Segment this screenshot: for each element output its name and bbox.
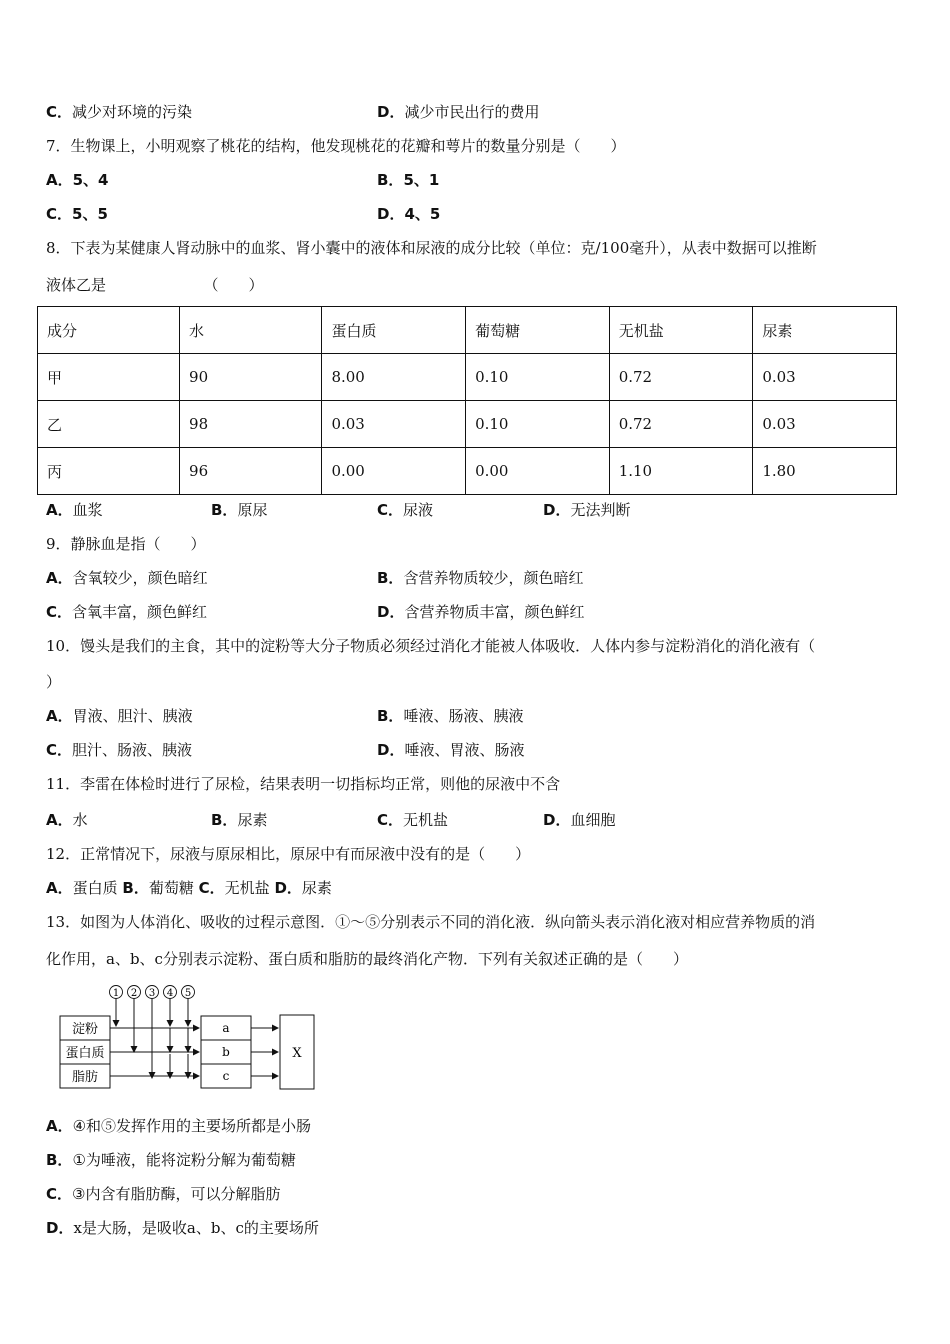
option-label: C． — [46, 1185, 73, 1203]
q7-stem: 7．生物课上，小明观察了桃花的结构，他发现桃花的花瓣和萼片的数量分别是（ ） — [46, 137, 626, 155]
table-cell: 0.03 — [753, 354, 897, 401]
table-cell: 乙 — [38, 401, 180, 448]
product-a-label: a — [222, 1021, 230, 1035]
option-text: 唾液、胃液、肠液 — [404, 741, 525, 759]
q7-option-b — [377, 170, 439, 190]
option-label: A． — [46, 171, 73, 189]
q10-stem-line1: 10．馒头是我们的主食，其中的淀粉等大分子物质必须经过消化才能被人体吸收．人体内参与淀粉消化的消化液有（ — [46, 637, 816, 655]
q7-option-d — [377, 204, 440, 224]
option-text: 血浆 — [72, 501, 103, 519]
table-header-cell: 无机盐 — [609, 307, 753, 354]
q8-option-c — [377, 500, 433, 520]
q12-options — [46, 878, 332, 898]
option-text: 唾液、肠液、胰液 — [403, 707, 524, 725]
q12-stem: 12．正常情况下，尿液与原尿相比，原尿中有而尿液中没有的是（ ） — [46, 845, 531, 863]
q13-stem-line1: 13．如图为人体消化、吸收的过程示意图．①～⑤分别表示不同的消化液．纵向箭头表示消化液对相应营养物质的消 — [46, 913, 816, 931]
juice-1-number: 1 — [112, 988, 120, 999]
digestion-diagram — [56, 984, 326, 1094]
option-text: 胆汁、肠液、胰液 — [72, 741, 193, 759]
table-cell: 0.03 — [322, 401, 466, 448]
table-cell: 甲 — [38, 354, 180, 401]
table-row — [38, 401, 897, 448]
product-c-label: c — [222, 1069, 230, 1083]
option-text: 尿素 — [301, 879, 332, 897]
table-cell: 丙 — [38, 448, 180, 495]
option-text: 尿液 — [403, 501, 434, 519]
option-label: B． — [122, 879, 149, 897]
option-label: D． — [377, 103, 405, 121]
product-b-label: b — [222, 1045, 230, 1059]
horizontal-arrows — [110, 1028, 199, 1076]
q8-stem-line2: 液体乙是 （ ） — [46, 276, 264, 294]
table-cell: 8.00 — [322, 354, 466, 401]
q6-option-c — [46, 102, 192, 122]
juice-2-number: 2 — [130, 988, 138, 999]
option-text: ④和⑤发挥作用的主要场所都是小肠 — [72, 1117, 312, 1135]
table-cell: 0.72 — [609, 401, 753, 448]
table-cell: 1.80 — [753, 448, 897, 495]
table-header-cell: 成分 — [38, 307, 180, 354]
option-text: ③内含有脂肪酶，可以分解脂肪 — [72, 1185, 281, 1203]
option-text: 胃液、胆汁、胰液 — [72, 707, 193, 725]
q10-option-d — [377, 740, 524, 760]
option-label: A． — [46, 1117, 73, 1135]
option-text: 5、1 — [403, 171, 440, 189]
q9-option-b — [377, 568, 583, 588]
option-text: 减少对环境的污染 — [72, 103, 193, 121]
q11-option-a — [46, 810, 88, 830]
option-text: 水 — [72, 811, 88, 829]
table-row — [38, 354, 897, 401]
table-header-cell: 蛋白质 — [322, 307, 466, 354]
table-cell: 0.10 — [466, 354, 610, 401]
q9-option-a — [46, 568, 208, 588]
q10-option-b — [377, 706, 523, 726]
option-label: C． — [46, 205, 73, 223]
q6-option-d — [377, 102, 539, 122]
q10-option-a — [46, 706, 193, 726]
option-label: A． — [46, 707, 73, 725]
option-label: B． — [377, 707, 404, 725]
q11-option-b — [211, 810, 267, 830]
table-row — [38, 448, 897, 495]
q13-option-d — [46, 1218, 319, 1238]
option-text: ①为唾液，能将淀粉分解为葡萄糖 — [72, 1151, 296, 1169]
q13-option-c — [46, 1184, 280, 1204]
option-label: D． — [377, 603, 405, 621]
table-cell: 0.00 — [466, 448, 610, 495]
composition-table — [37, 306, 897, 495]
table-cell: 1.10 — [609, 448, 753, 495]
option-label: B． — [211, 811, 238, 829]
table-cell: 98 — [180, 401, 322, 448]
option-text: 含氧丰富，颜色鲜红 — [72, 603, 208, 621]
table-cell: 0.03 — [753, 401, 897, 448]
table-cell: 0.72 — [609, 354, 753, 401]
option-label: C． — [198, 879, 225, 897]
table-header-cell: 水 — [180, 307, 322, 354]
q8-option-b — [211, 500, 267, 520]
q11-option-c — [377, 810, 448, 830]
option-text: 无机盐 — [403, 811, 449, 829]
absorption-arrows — [251, 1028, 278, 1076]
q7-option-a — [46, 170, 108, 190]
option-label: D． — [274, 879, 302, 897]
option-text: 4、5 — [404, 205, 441, 223]
juice-5-number: 5 — [184, 988, 192, 999]
option-label: D． — [543, 811, 571, 829]
organ-x-label: X — [292, 1046, 302, 1061]
option-text: 含氧较少，颜色暗红 — [72, 569, 208, 587]
option-text: 尿素 — [237, 811, 268, 829]
juice-3-number: 3 — [148, 988, 156, 999]
table-header-row — [38, 307, 897, 354]
q9-option-c — [46, 602, 207, 622]
option-text: 减少市民出行的费用 — [404, 103, 540, 121]
option-label: B． — [211, 501, 238, 519]
option-label: C． — [377, 501, 404, 519]
option-label: D． — [46, 1219, 74, 1237]
q13-option-a — [46, 1116, 311, 1136]
option-label: C． — [46, 603, 73, 621]
option-text: 5、5 — [72, 205, 108, 223]
q8-option-d — [543, 500, 630, 520]
table-cell: 90 — [180, 354, 322, 401]
q9-option-d — [377, 602, 584, 622]
option-label: C． — [46, 103, 73, 121]
q10-option-c — [46, 740, 192, 760]
option-text: 无法判断 — [570, 501, 631, 519]
option-label: A． — [46, 501, 73, 519]
option-label: B． — [46, 1151, 73, 1169]
option-label: B． — [377, 171, 404, 189]
q8-stem-line1: 8．下表为某健康人肾动脉中的血浆、肾小囊中的液体和尿液的成分比较（单位：克/100毫升），从表中数据可以推断 — [46, 239, 817, 257]
option-text: 蛋白质 — [72, 879, 118, 897]
q13-stem-line2: 化作用，a、b、c分别表示淀粉、蛋白质和脂肪的最终消化产物．下列有关叙述正确的是（ ） — [46, 950, 688, 968]
q8-option-a — [46, 500, 103, 520]
q9-stem: 9．静脉血是指（ ） — [46, 535, 206, 553]
table-cell: 0.00 — [322, 448, 466, 495]
q13-option-b — [46, 1150, 296, 1170]
option-label: D． — [377, 741, 405, 759]
table-cell: 0.10 — [466, 401, 610, 448]
q10-stem-line2: ） — [46, 673, 62, 691]
option-label: C． — [377, 811, 404, 829]
juice-labels — [110, 986, 195, 1000]
option-label: A． — [46, 569, 73, 587]
option-label: D． — [377, 205, 405, 223]
nutrient-starch-label: 淀粉 — [71, 1022, 99, 1037]
nutrient-fat-label: 脂肪 — [71, 1070, 99, 1085]
option-text: 含营养物质较少，颜色暗红 — [403, 569, 584, 587]
q11-stem: 11．李雷在体检时进行了尿检，结果表明一切指标均正常，则他的尿液中不含 — [46, 775, 561, 793]
option-label: B． — [377, 569, 404, 587]
table-header-cell: 葡萄糖 — [466, 307, 610, 354]
table-cell: 96 — [180, 448, 322, 495]
option-label: D． — [543, 501, 571, 519]
option-text: 原尿 — [237, 501, 268, 519]
product-boxes — [201, 1016, 251, 1088]
option-text: 葡萄糖 — [148, 879, 194, 897]
option-label: A． — [46, 811, 73, 829]
option-label: A． — [46, 879, 73, 897]
q11-option-d — [543, 810, 615, 830]
q7-option-c — [46, 204, 108, 224]
nutrient-protein-label: 蛋白质 — [65, 1046, 105, 1061]
option-label: C． — [46, 741, 73, 759]
nutrient-boxes — [60, 1016, 110, 1088]
vertical-arrows — [116, 999, 188, 1078]
option-text: 5、4 — [72, 171, 109, 189]
option-text: 无机盐 — [224, 879, 270, 897]
option-text: x是大肠，是吸收a、b、c的主要场所 — [73, 1219, 319, 1237]
table-header-cell: 尿素 — [753, 307, 897, 354]
juice-4-number: 4 — [166, 988, 174, 999]
option-text: 血细胞 — [570, 811, 616, 829]
option-text: 含营养物质丰富，颜色鲜红 — [404, 603, 585, 621]
